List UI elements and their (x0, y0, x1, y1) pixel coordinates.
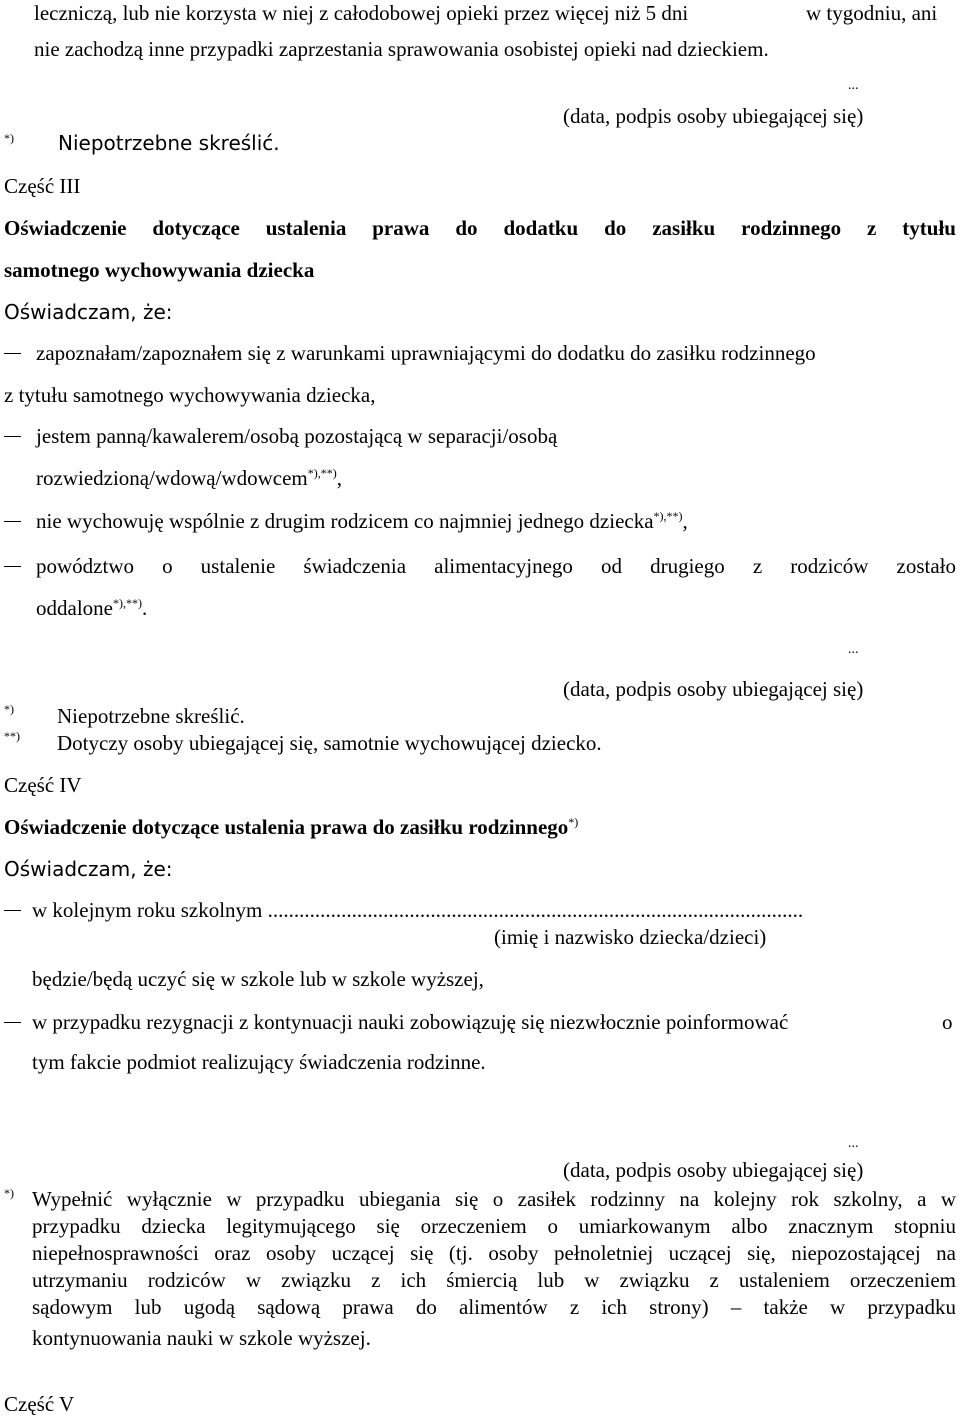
list-item-text: w kolejnym roku szkolnym (32, 898, 263, 922)
footnote-mark: *) (4, 702, 14, 716)
footnote-mark: **) (4, 729, 20, 743)
footnote-mark: *),**) (112, 596, 142, 610)
footnote-mark: *),**) (653, 509, 683, 523)
list-item: jestem panną/kawalerem/osobą pozostającą w separacji/osobą (36, 424, 558, 448)
footnote-mark: *) (568, 815, 579, 829)
footnote-line: przypadku dziecka legitymującego się orzeczeniem o umiarkowanym albo znacznym stopniu (32, 1214, 956, 1238)
footnote-line: niepełnosprawności oraz osoby uczącej się (tj. osoby pełnoletniej uczącej się, niepozostającej na (32, 1241, 956, 1265)
list-item-text: oddalone (36, 596, 113, 620)
footnote-text: Niepotrzebne skreślić. (57, 704, 245, 728)
list-dash (4, 910, 21, 911)
list-item: zapoznałam/zapoznałem się z warunkami uprawniającymi do dodatku do zasiłku rodzinnego (36, 341, 816, 365)
section-title-cont: samotnego wychowywania dziecka (4, 258, 315, 282)
list-item-cont: tym fakcie podmiot realizujący świadczenia rodzinne. (32, 1050, 486, 1074)
section-heading: Część IV (4, 773, 82, 797)
footnote-text: Niepotrzebne skreślić. (58, 131, 280, 155)
list-item-cont: rozwiedzioną/wdową/wdowcem*),**), (36, 466, 342, 490)
section-heading: Część V (4, 1392, 75, 1416)
signature-caption: (data, podpis osoby ubiegającej się) (563, 1158, 864, 1182)
list-item-cont: oddalone*),**). (36, 596, 148, 620)
list-item-cont: z tytułu samotnego wychowywania dziecka, (4, 383, 376, 407)
footnote-line: kontynuowania nauki w szkole wyższej. (32, 1326, 371, 1350)
list-item: powództwo o ustalenie świadczenia alimentacyjnego od drugiego z rodziców zostało (36, 554, 956, 578)
footnote-mark: *),**) (307, 466, 337, 480)
signature-caption: (data, podpis osoby ubiegającej się) (563, 677, 864, 701)
text-line: w tygodniu, ani (806, 1, 938, 25)
list-dash (4, 566, 21, 567)
list-dash (4, 1022, 21, 1023)
signature-dots: ... (848, 1136, 859, 1151)
section-title-text: Oświadczenie dotyczące ustalenia prawa do zasiłku rodzinnego (4, 815, 569, 839)
section-heading: Część III (4, 174, 81, 198)
text-line: nie zachodzą inne przypadki zaprzestania sprawowania osobistej opieki nad dzieckiem. (34, 37, 769, 61)
list-dash (4, 521, 21, 522)
list-item: w przypadku rezygnacji z kontynuacji nauki zobowiązuję się niezwłocznie poinformować (32, 1010, 789, 1034)
footnote-line: utrzymaniu rodziców w związku z ich śmiercią lub w związku z ustaleniem orzeczeniem (32, 1268, 956, 1292)
list-item-cont: będzie/będą uczyć się w szkole lub w szkole wyższej, (32, 967, 484, 991)
signature-dots: ... (848, 78, 859, 93)
signature-caption: (data, podpis osoby ubiegającej się) (563, 104, 864, 128)
list-dash (4, 436, 21, 437)
list-item: o (942, 1010, 953, 1034)
list-item-text: nie wychowuję wspólnie z drugim rodzicem co najmniej jednego dziecka (36, 509, 654, 533)
text-line: leczniczą, lub nie korzysta w niej z całodobowej opieki przez więcej niż 5 dni (34, 1, 689, 25)
declaration-label: Oświadczam, że: (4, 300, 173, 324)
footnote-mark: *) (4, 1186, 14, 1200)
footnote-line: Wypełnić wyłącznie w przypadku ubiegania się o zasiłek rodzinny na kolejny rok szkolny, a w (32, 1187, 956, 1211)
fill-in-caption: (imię i nazwisko dziecka/dzieci) (494, 925, 767, 949)
section-title: Oświadczenie dotyczące ustalenia prawa do dodatku do zasiłku rodzinnego z tytułu (4, 216, 956, 240)
footnote-line: sądowym lub ugodą sądową prawa do alimentów z ich strony) – także w przypadku (32, 1295, 956, 1319)
fill-in-dots: ...................................................................................................... (267, 898, 804, 922)
signature-dots: ... (848, 642, 859, 657)
list-item: nie wychowuję wspólnie z drugim rodzicem co najmniej jednego dziecka*),**), (36, 509, 688, 533)
section-title (4, 815, 578, 840)
list-dash (4, 353, 21, 354)
footnote-mark: *) (4, 131, 14, 145)
list-item-text: rozwiedzioną/wdową/wdowcem (36, 466, 308, 490)
declaration-label: Oświadczam, że: (4, 857, 173, 881)
footnote-text: Dotyczy osoby ubiegającej się, samotnie wychowującej dziecko. (57, 731, 602, 755)
list-item (32, 898, 952, 923)
